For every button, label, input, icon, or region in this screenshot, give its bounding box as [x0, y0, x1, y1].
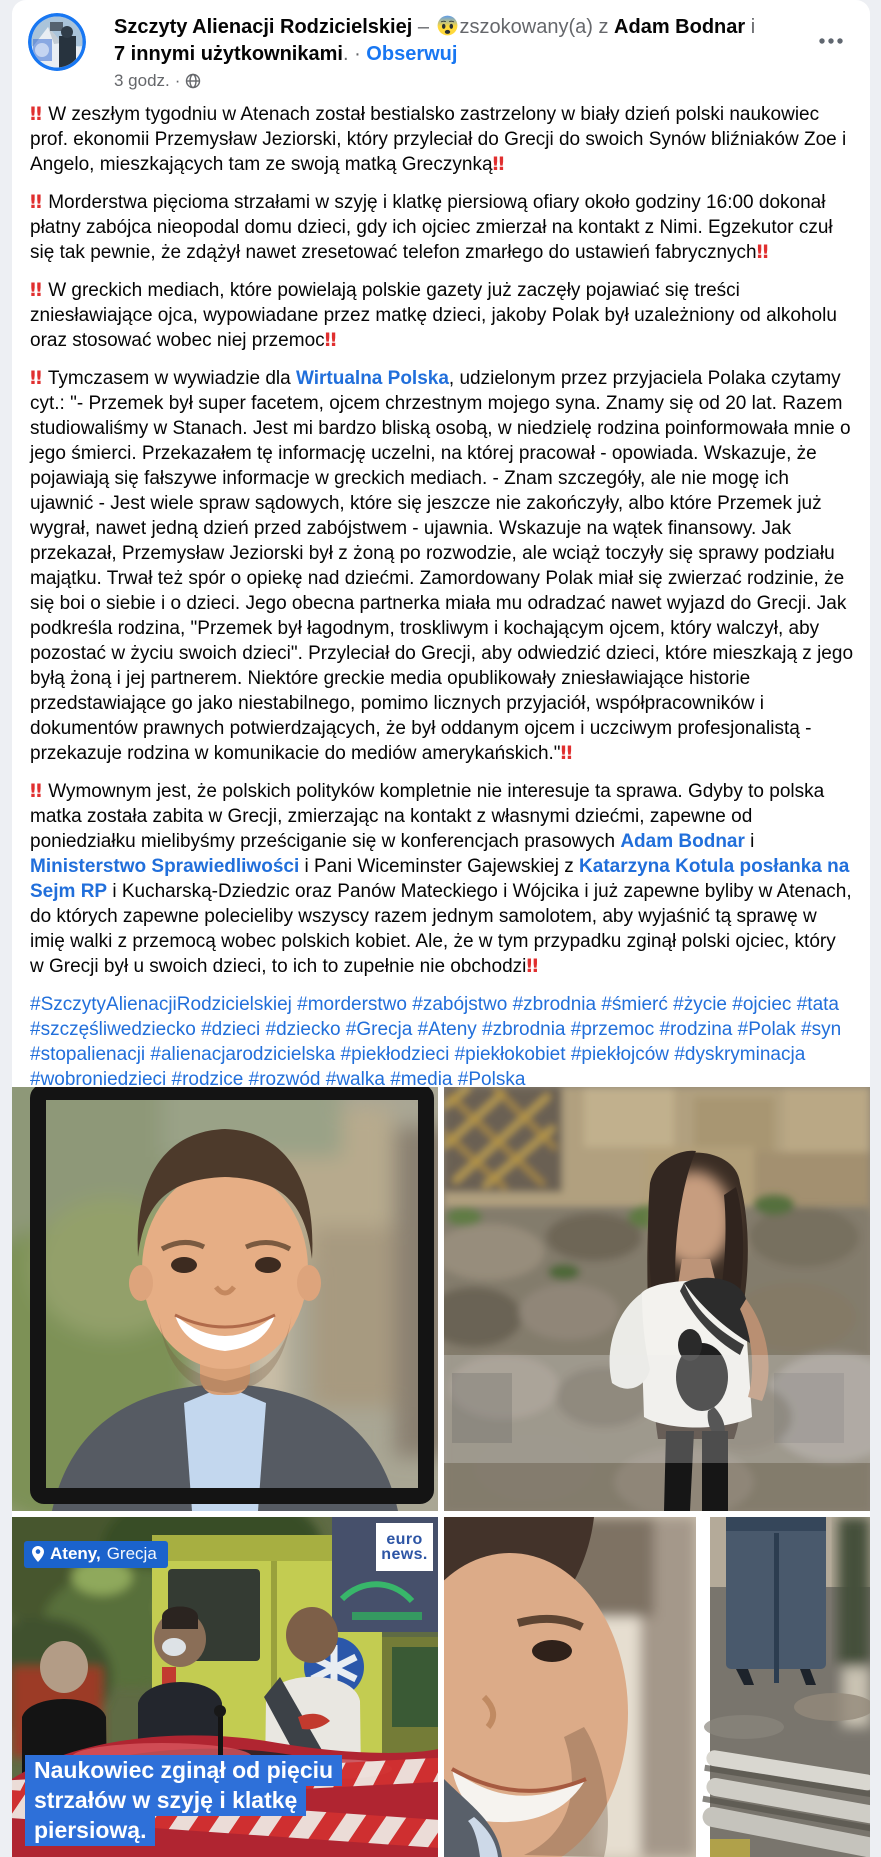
red-exclamation-emoji: ‼	[756, 241, 770, 263]
post-byline	[114, 13, 854, 91]
katarzyna-kotula-link[interactable]: Katarzyna Kotula posłanka na Sejm RP	[30, 856, 850, 902]
portrait-image	[12, 1087, 438, 1511]
hashtag-link[interactable]: #rodzina	[659, 1019, 733, 1040]
red-exclamation-emoji: ‼	[492, 153, 506, 175]
red-exclamation-emoji: ‼	[30, 367, 43, 389]
hashtag-link[interactable]: #tata	[796, 994, 839, 1015]
post-text-run: , udzielonym przez przyjaciela Polaka czytamy cyt.: "- Przemek był super facetem, ojcem chrzestnym mojego syna. Znamy się od 20 lat. Razem studiowaliśmy w Stanach. Jest mi bardzo bliską osobą, w niedzielę rodzina poinformowała mnie o jego śmierci. Przekazałem tę informację uczelni, na której pracował - opowiada. Wskazuje, że pojawiają się fałszywe informacje w greckich mediach. - Znam szczegóły, ale nie mogę ich ujawnić - Jest wiele spraw sądowych, które się jeszcze nie zakończyły, albo które Przemek już wygrał, nawet jedną dzień przed zabójstwem - ujawnia. Wskazuje na wątek finansowy. Jak przekazał, Przemysław Jeziorski był z żoną po rozwodzie, ale wciąż toczyły się sprawy podziału majątku. Trwał też spór o opiekę nad dziećmi. Zamordowany Polak miał się zwierzać rodzinie, że się boi o siebie i o dzieci. Jego obecna partnerka miała mu odradzać nawet wyjazd do Grecji. Jak podkreśla rodzina, "Przemek był łagodnym, troskliwym i kochającym ojcem, który walczył, aby pozostać w życiu swoich dzieci". Przyleciał do Grecji, aby odwiedzić dzieci, które mieszkają z jego byłą żoną i jej partnerem. Niektóre greckie media opublikowały zniesławiające historie przedstawiające go jako niestabilnego, pomimo licznych przyjaciół, współpracowników i dokumentów prawnych potwierdzających, że był oddanym ojcem i uczciwym profesjonalistą - przekazuje rodzina w komunikacie do mediów amerykańskich."	[30, 368, 854, 764]
hashtag-link[interactable]: #alienacjarodzicielska	[150, 1044, 336, 1065]
post-text-run: Tymczasem w wywiadzie dla	[42, 368, 296, 389]
hashtag-link[interactable]: #śmierć	[601, 994, 668, 1015]
wirtualna-polska-link[interactable]: Wirtualna Polska	[295, 368, 449, 389]
woman-image	[444, 1087, 870, 1511]
hashtag-link[interactable]: #rodzice	[171, 1069, 244, 1087]
hashtag-link[interactable]: #stopalienacji	[30, 1044, 146, 1065]
hashtag-link[interactable]: #dziecko	[265, 1019, 341, 1040]
red-exclamation-emoji: ‼	[30, 103, 43, 125]
page-name-link[interactable]: Szczyty Alienacji Rodzicielskiej	[114, 16, 413, 38]
post-options-button[interactable]	[812, 26, 850, 56]
hashtag-link[interactable]: #piekłokobiet	[454, 1044, 566, 1065]
caption-line: strzałów w szyję i klatkę	[25, 1785, 306, 1816]
timestamp[interactable]: 3 godz.	[114, 71, 170, 90]
adam-bodnar-link[interactable]: Adam Bodnar	[620, 831, 745, 852]
hashtag-link[interactable]: #przemoc	[570, 1019, 655, 1040]
hashtag-link[interactable]: #dzieci	[201, 1019, 261, 1040]
post-paragraph	[30, 190, 854, 265]
post-meta	[114, 71, 854, 91]
red-exclamation-emoji: ‼	[560, 742, 574, 764]
post-text-run: W zeszłym tygodniu w Atenach został bestialsko zastrzelony w biały dzień polski naukowiec prof. ekonomii Przemysław Jeziorski, który przyleciał do Grecji do swoich Synów bliźniaków Zoe i Angelo, mieszkających tam ze swoją matką Greczynką	[30, 104, 847, 175]
post-paragraph	[30, 366, 854, 766]
post-text-run: W greckich mediach, które powielają polskie gazety już zaczęły pojawiać się treści zniesławiające ojca, wypowiadane przez matkę dzieci, jakoby Polak był uzależniony od alkoholu oraz stosować wobec niej przemoc	[30, 280, 837, 351]
mountain-avatar-image	[28, 13, 86, 71]
red-exclamation-emoji: ‼	[526, 955, 540, 977]
hashtag-link[interactable]: #Polska	[457, 1069, 526, 1087]
red-exclamation-emoji: ‼	[30, 279, 43, 301]
hashtag-link[interactable]: #ojciec	[732, 994, 792, 1015]
photo-portrait-framed[interactable]	[12, 1087, 438, 1511]
text-run: . ·	[342, 43, 367, 65]
post-paragraph	[30, 102, 854, 177]
globe-privacy-icon	[185, 73, 201, 89]
photo-grid	[12, 1087, 870, 1857]
caption-line: piersiową.	[25, 1815, 155, 1846]
post-text-run: i	[744, 831, 755, 852]
hashtag-link[interactable]: #syn	[801, 1019, 842, 1040]
red-exclamation-emoji: ‼	[30, 780, 43, 802]
caption-line: Naukowiec zginął od pięciu	[25, 1755, 342, 1786]
hashtag-link[interactable]: #wobroniedzieci	[30, 1069, 167, 1087]
hashtag-link[interactable]: #walka	[325, 1069, 385, 1087]
euronews-logo	[376, 1523, 433, 1571]
shocked-face-emoji-icon	[437, 15, 458, 36]
location-country: Grecja	[106, 1544, 157, 1563]
red-exclamation-emoji: ‼	[30, 191, 43, 213]
hashtag-link[interactable]: #morderstwo	[297, 994, 407, 1015]
hashtag-link[interactable]: #Polak	[737, 1019, 796, 1040]
collage-image	[444, 1517, 870, 1857]
hashtag-link[interactable]: #Grecja	[345, 1019, 413, 1040]
hashtag-link[interactable]: #rozwód	[248, 1069, 321, 1087]
ellipsis-icon	[818, 37, 844, 45]
meta-separator: ·	[174, 71, 181, 90]
hashtag-link[interactable]: #piekłojców	[570, 1044, 670, 1065]
photo-collage-face-street[interactable]	[444, 1517, 870, 1857]
post-text-run: Wymownym jest, że polskich polityków kompletnie nie interesuje ta sprawa. Gdyby to polska matka została zabita w Grecji, zmierzając na kontakt z własnymi dziećmi, zapewne od poniedziałku mielibyśmy prześciganie się w konferencjach prasowych	[30, 781, 825, 852]
hashtags-block	[30, 992, 854, 1087]
tagged-user-link[interactable]: Adam Bodnar	[614, 16, 746, 38]
text-run: –	[412, 16, 435, 38]
euronews-logo-line1: euro	[386, 1531, 423, 1548]
video-caption	[25, 1757, 342, 1847]
post-text-run: i Pani Wiceminster Gajewskiej z	[299, 856, 580, 877]
location-city: Ateny,	[50, 1544, 101, 1563]
photo-woman-stone-wall[interactable]	[444, 1087, 870, 1511]
feeling-text: zszokowany(a) z	[459, 16, 615, 38]
post-header	[12, 0, 870, 95]
hashtag-link[interactable]: #Ateny	[417, 1019, 477, 1040]
follow-button[interactable]: Obserwuj	[366, 43, 458, 65]
hashtag-link[interactable]: #życie	[673, 994, 727, 1015]
hashtag-link[interactable]: #dyskryminacja	[674, 1044, 806, 1065]
hashtag-link[interactable]: #zbrodnia	[512, 994, 597, 1015]
hashtag-link[interactable]: #zabójstwo	[412, 994, 508, 1015]
location-pin-icon	[32, 1546, 44, 1562]
location-badge	[24, 1541, 168, 1568]
post-text	[12, 95, 870, 1087]
post-card	[12, 0, 870, 1857]
page-avatar[interactable]	[28, 13, 86, 71]
hashtag-link[interactable]: #SzczytyAlienacjiRodzicielskiej	[30, 994, 292, 1015]
euronews-logo-line2: news.	[381, 1546, 428, 1563]
post-paragraph	[30, 779, 854, 979]
post-text-run: Morderstwa pięcioma strzałami w szyję i klatkę piersiową ofiary około godziny 16:00 dokonał płatny zabójca nieopodal domu dzieci, gdy ich ojciec zmierzał na kontakt z Nimi. Egzekutor czuł się tak pewnie, że zdążył nawet zresetować telefon zmarłego do ustawień fabrycznych	[30, 192, 833, 263]
photo-euronews-scene[interactable]	[12, 1517, 438, 1857]
ministerstwo-link[interactable]: Ministerstwo Sprawiedliwości	[30, 856, 300, 877]
text-run: i	[745, 16, 756, 38]
red-exclamation-emoji: ‼	[324, 329, 338, 351]
hashtag-link[interactable]: #piekłodzieci	[340, 1044, 450, 1065]
tagged-others-link[interactable]: 7 innymi użytkownikami	[114, 43, 343, 65]
hashtag-link[interactable]: #media	[390, 1069, 453, 1087]
post-paragraph	[30, 278, 854, 353]
post-text-run: i Kucharską-Dziedzic oraz Panów Mateckiego i Wójcika i już zapewne byliby w Atenach, do których zapewne polecieliby wszyscy razem jednym samolotem, aby wyjaśnić tą sprawę w imię walki z przemocą wobec polskich kobiet. Ale, że w tym przypadku zginął polski ojciec, który w Grecji był u swoich dzieci, to ich to zupełnie nie obchodzi	[30, 881, 852, 977]
hashtag-link[interactable]: #szczęśliwedziecko	[30, 1019, 196, 1040]
hashtag-link[interactable]: #zbrodnia	[482, 1019, 566, 1040]
